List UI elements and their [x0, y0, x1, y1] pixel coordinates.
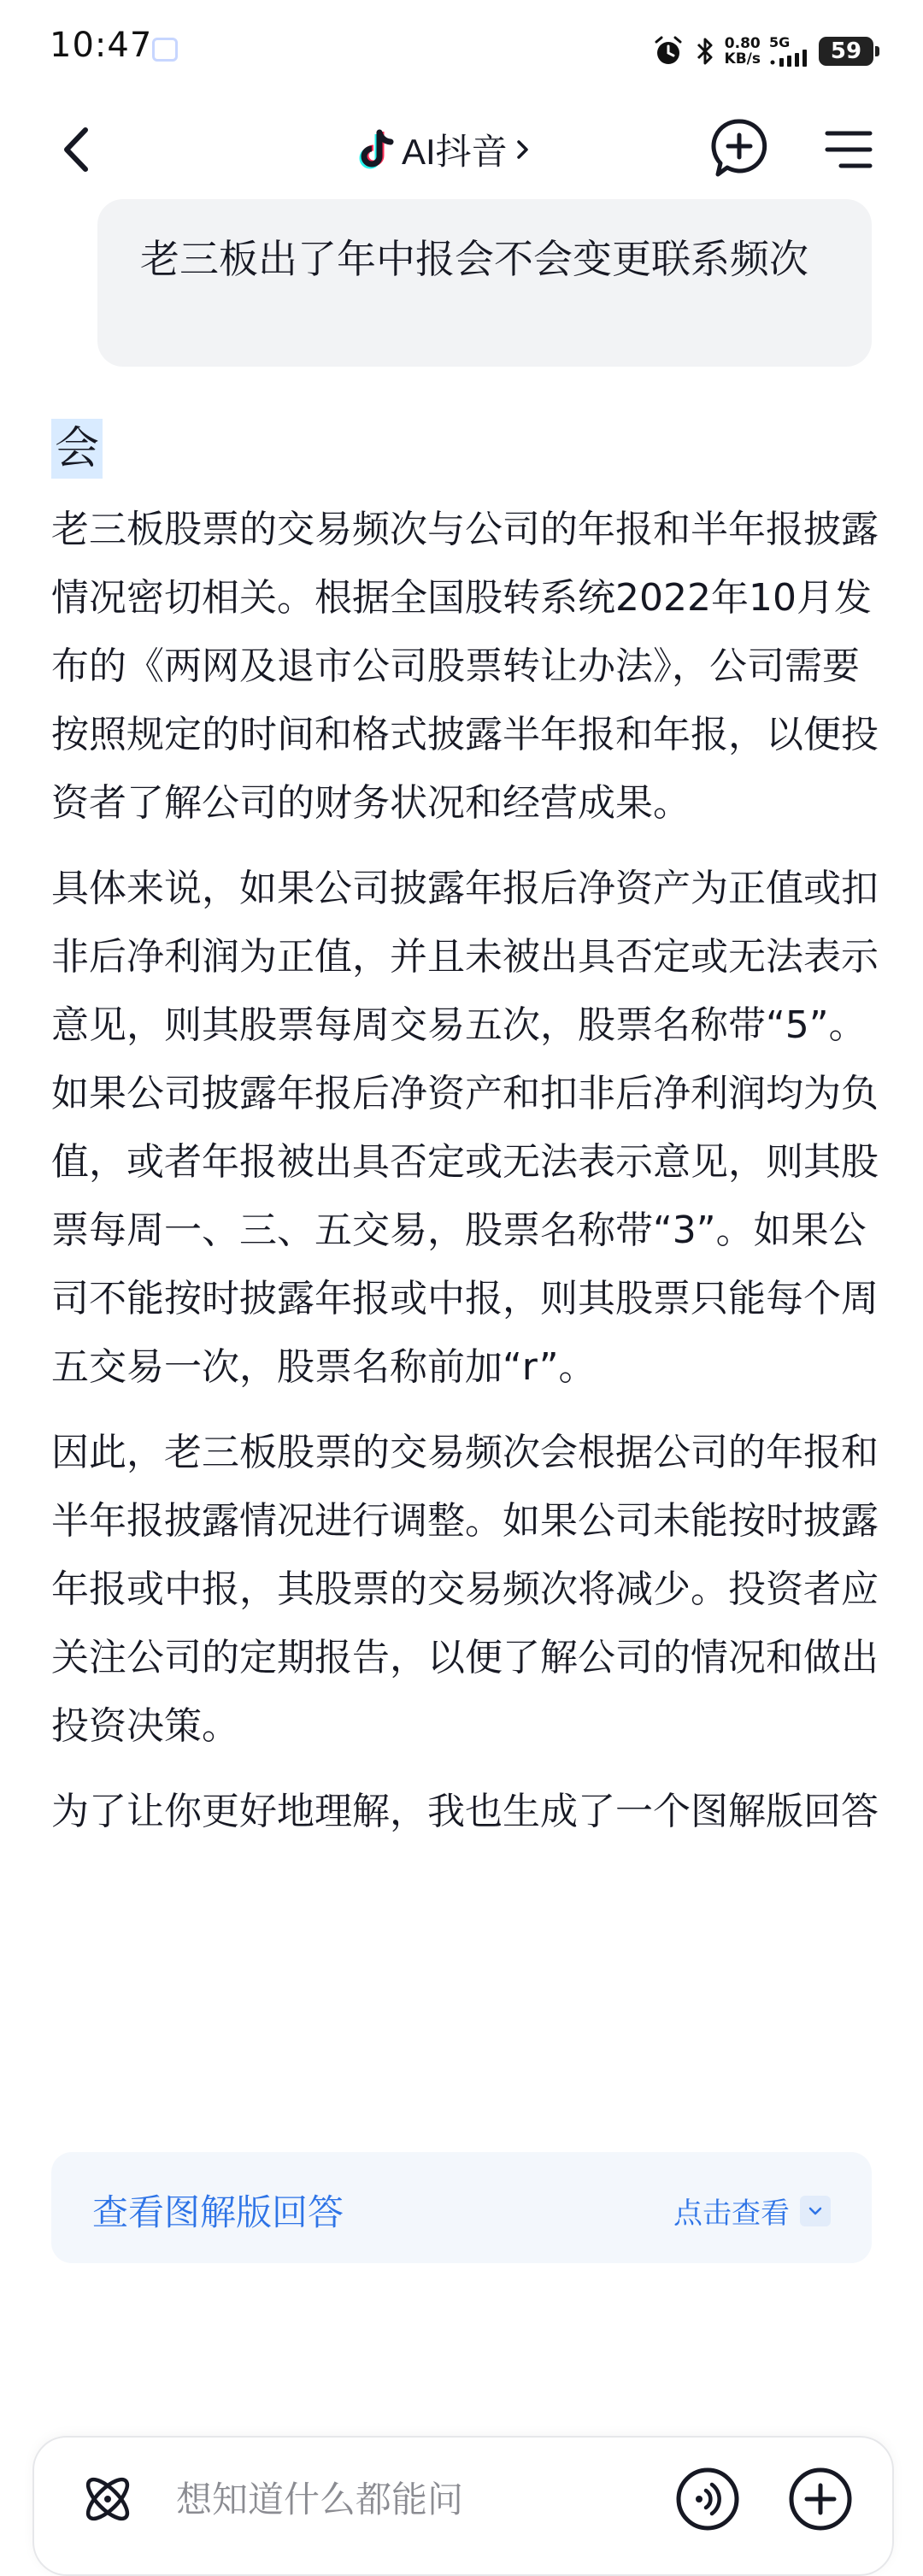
battery-icon	[819, 37, 873, 66]
chevron-right-icon	[514, 137, 532, 162]
nav-title-text: AI抖音	[402, 132, 508, 172]
status-bar	[0, 0, 923, 103]
signal-icon	[769, 50, 810, 67]
chevron-down-icon	[800, 2196, 831, 2226]
diagram-card-title: 查看图解版回答	[92, 2191, 344, 2233]
douyin-logo-icon	[359, 129, 395, 170]
user-message-text: 老三板出了年中报会不会变更联系频次	[140, 236, 808, 282]
alarm-icon	[651, 34, 685, 68]
chat-input[interactable]	[176, 2473, 655, 2525]
net-speed-unit: KB/s	[724, 50, 761, 68]
answer-lead: 会	[51, 419, 103, 479]
net-speed-value: 0.80	[724, 35, 761, 52]
network-type: 5G	[769, 34, 791, 50]
bluetooth-icon	[694, 34, 716, 68]
answer-paragraph: 具体来说，如果公司披露年报后净资产为正值或扣非后净利润为正值，并且未被出具否定或无法表示意见，则其股票每周交易五次，股票名称带“5”。如果公司披露年报后净资产和扣非后净利润均为负值，或者年报被出具否定或无法表示意见，则其股票每周一、三、五交易，股票名称带“3”。如果公司不能按时披露年报或中报，则其股票只能每个周五交易一次，股票名称前加“r”。	[51, 867, 879, 1389]
diagram-card-action[interactable]	[673, 2190, 831, 2232]
answer-paragraph: 因此，老三板股票的交易频次会根据公司的年报和半年报披露情况进行调整。如果公司未能按时披露年报或中报，其股票的交易频次将减少。投资者应关注公司的定期报告，以便了解公司的情况和做出投资决策。	[51, 1431, 879, 1748]
status-indicators	[651, 32, 873, 70]
answer-paragraph: 老三板股票的交易频次与公司的年报和半年报披露情况密切相关。根据全国股转系统2022年10月发布的《两网及退市公司股票转让办法》，公司需要按照规定的时间和格式披露半年报和年报，以便投资者了解公司的财务状况和经营成果。	[51, 508, 879, 825]
diagram-answer-card[interactable]	[51, 2152, 872, 2263]
back-arrow-icon[interactable]	[51, 120, 103, 179]
user-message-bubble	[97, 199, 872, 367]
net-speed	[725, 36, 761, 67]
assistant-answer	[51, 419, 880, 1863]
nav-title[interactable]	[359, 120, 532, 179]
add-attachment-icon[interactable]	[786, 2465, 855, 2533]
status-time: 10:47	[50, 26, 153, 65]
battery-level: 59	[830, 38, 862, 64]
diagram-card-action-label: 点击查看	[673, 2197, 790, 2231]
app-notification-icon	[152, 38, 178, 62]
network-signal	[769, 36, 810, 67]
menu-icon[interactable]	[822, 123, 875, 176]
chat-input-bar	[32, 2436, 894, 2576]
new-chat-icon[interactable]	[709, 116, 769, 181]
answer-paragraph: 为了让你更好地理解，我也生成了一个图解版回答	[51, 1790, 879, 1833]
ai-atom-icon[interactable]	[77, 2468, 138, 2530]
voice-input-icon[interactable]	[673, 2465, 742, 2533]
nav-bar	[0, 103, 923, 197]
